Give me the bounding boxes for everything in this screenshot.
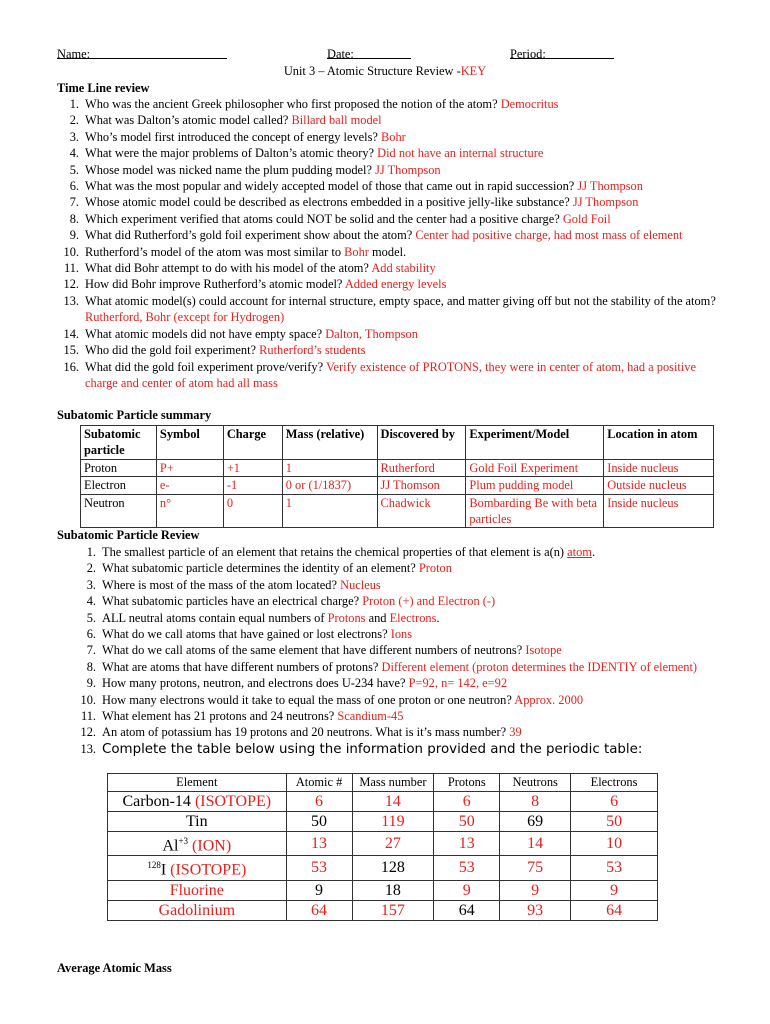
answer-text: P=92, n= 142, e=92 [408,676,508,691]
question-number: 9. [69,228,79,243]
electrons-cell: 9 [571,880,658,900]
atomic-cell: 50 [286,812,352,832]
question-item [86,626,722,642]
question-text: What did Bohr attempt to do with his model of the atom? [85,261,369,276]
protons-cell: 6 [434,792,500,812]
column-header: Protons [434,774,500,792]
question-number: 9. [86,676,96,691]
question-item [86,577,722,593]
answer-text: Approx. 2000 [514,692,584,707]
question-item [69,211,721,227]
answer-text: Different element (proton determines the IDENTIY of element) [381,659,698,674]
average-atomic-mass-heading: Average Atomic Mass [57,961,172,975]
table-cell: Plum pudding model [466,477,604,494]
question-text-mid: and [368,610,387,625]
timeline-heading: Time Line review [57,81,150,95]
answer-text: Rutherford, Bohr (except for Hydrogen) [85,310,285,325]
table-cell: Inside nucleus [604,494,714,528]
question-number: 7. [69,195,79,210]
element-note: (ISOTOPE) [166,861,247,879]
question-number: 14. [63,326,79,341]
atomic-cell: 53 [286,856,352,880]
table-cell: Rutherford [377,459,466,476]
table-row [108,880,658,900]
atomic-cell: 6 [286,792,352,812]
table-row [108,812,658,832]
question-number: 6. [69,179,79,194]
question-number: 1. [69,97,79,111]
question-text: What was Dalton’s atomic model called? [85,113,289,128]
element-name: Tin [185,813,208,830]
question-text: Where is most of the mass of the atom located? [102,577,338,592]
question-text: What are atoms that have different numbers of protons? [102,659,379,674]
question-item [80,692,722,708]
column-header: Atomic # [286,774,352,792]
question-text: What atomic model(s) could account for internal structure, empty space, and matter giving off but not the stability of the atom? [85,293,716,308]
answer-text: atom [567,545,592,559]
table-cell: Proton [81,459,157,476]
column-header: Mass (relative) [282,426,377,460]
question-text: Complete the table below using the information provided and the periodic table: [102,741,643,757]
element-cell [108,812,287,832]
question-number: 1. [86,545,96,559]
answer-text: Center had positive charge, had most mass of element [415,228,683,243]
answer-text: Billard ball model [291,113,382,128]
question-number: 11. [80,709,96,724]
atomic-cell: 13 [286,832,352,856]
electrons-cell: 6 [571,792,658,812]
neutrons-cell: 8 [500,792,571,812]
column-header: Location in atom [604,426,714,460]
answer-text: Democritus [500,97,559,111]
protons-cell: 13 [434,832,500,856]
table-cell: Inside nucleus [604,459,714,476]
neutrons-cell: 75 [500,856,571,880]
element-cell [108,900,287,920]
question-text: How many protons, neutron, and electrons does U-234 have? [102,676,406,691]
column-header: Mass number [352,774,434,792]
table-cell: e- [156,477,223,494]
question-number: 13. [63,293,79,308]
question-text: What did the gold foil experiment prove/verify? [85,359,324,374]
neutrons-cell: 14 [500,832,571,856]
table-cell: Outside nucleus [604,477,714,494]
answer-text: Bohr [381,129,406,144]
answer-text: Dalton, Thompson [325,326,418,341]
mass-cell: 14 [352,792,434,812]
question-number: 12. [80,725,96,740]
protons-cell: 64 [434,900,500,920]
question-number: 13. [80,741,96,756]
element-note: (ION) [188,837,232,855]
question-item [63,276,721,292]
answer-text: Add stability [371,261,436,276]
answer-text: Did not have an internal structure [377,146,544,161]
particle-review-heading: Subatomic Particle Review [57,528,200,542]
question-text: What were the major problems of Dalton’s atomic theory? [85,146,375,161]
table-row [81,494,714,528]
question-item [69,112,721,128]
neutrons-cell: 69 [500,812,571,832]
question-text: Who’s model first introduced the concept of energy levels? [85,129,378,144]
protons-cell: 50 [434,812,500,832]
question-number: 12. [63,277,79,292]
answer-text: Bohr [344,244,369,259]
mass-cell: 128 [352,856,434,880]
question-text: What atomic models did not have empty space? [85,326,323,341]
timeline-question-list [63,96,721,391]
question-item [63,342,721,358]
question-number: 15. [63,343,79,358]
question-text: What was the most popular and widely accepted model of those that came out in rapid succession? [85,179,575,194]
subatomic-particle-table [80,425,714,528]
answer-text: Added energy levels [344,277,447,292]
answer-text: JJ Thompson [572,195,639,210]
mass-cell: 119 [352,812,434,832]
question-item [80,741,722,758]
question-item [86,544,722,560]
question-item [86,610,722,626]
answer-text: Nucleus [340,577,381,592]
question-number: 6. [86,627,96,642]
table-row [108,856,658,880]
question-number: 10. [63,244,79,259]
question-item [63,293,721,326]
question-number: 7. [86,643,96,658]
question-item [86,593,722,609]
question-text: How did Bohr improve Rutherford’s atomic model? [85,277,343,292]
column-header: Symbol [156,426,223,460]
table-cell: Gold Foil Experiment [466,459,604,476]
question-number: 5. [69,162,79,177]
electrons-cell: 64 [571,900,658,920]
answer-text: 39 [509,725,522,740]
question-item [86,560,722,576]
mass-superscript: 128 [147,860,161,871]
table-cell: 1 [282,459,377,476]
protons-cell: 53 [434,856,500,880]
table-cell: JJ Thomson [377,477,466,494]
question-text: The smallest particle of an element that retains the chemical properties of that element is a(n) [102,545,565,559]
question-text: Which experiment verified that atoms could NOT be solid and the center had a positive charge? [85,211,560,226]
element-cell [108,880,287,900]
answer-text: JJ Thompson [577,179,643,194]
question-text: Whose atomic model could be described as electrons embedded in a positive jelly-like substance? [85,195,570,210]
element-name: Al [162,837,179,855]
element-cell [108,832,287,856]
element-table [107,773,658,921]
column-header: Discovered by [377,426,466,460]
answer-text: Isotope [525,643,562,658]
atomic-cell: 9 [286,880,352,900]
table-cell: Electron [81,477,157,494]
question-number: 2. [86,561,96,576]
question-number: 5. [86,610,96,625]
question-item [63,260,721,276]
charge-superscript: +3 [178,836,189,846]
question-item [69,145,721,161]
electrons-cell: 53 [571,856,658,880]
question-text: What do we call atoms that have gained or lost electrons? [102,627,388,642]
table-row [108,832,658,856]
table-cell: +1 [223,459,282,476]
answer-text: Protons [327,610,366,625]
question-text: Rutherford’s model of the atom was most similar to [85,244,342,259]
question-text: An atom of potassium has 19 protons and 20 neutrons. What is it’s mass number? [102,725,507,740]
question-number: 16. [63,359,79,374]
electrons-cell: 10 [571,832,658,856]
table-cell: Bombarding Be with beta particles [466,494,604,528]
question-item [63,244,721,260]
question-item [69,96,721,112]
table-cell: 1 [282,494,377,528]
table-row [108,900,658,920]
question-text: What subatomic particles have an electrical charge? [102,594,360,609]
answer-text: Proton [418,561,452,576]
column-header: Neutrons [500,774,571,792]
question-text: What element has 21 protons and 24 neutrons? [102,709,335,724]
mass-cell: 27 [352,832,434,856]
element-name: Fluorine [169,881,224,899]
question-item [69,227,721,243]
mass-cell: 18 [352,880,434,900]
table-row [81,459,714,476]
question-number: 4. [69,146,79,161]
table-cell: Neutron [81,494,157,528]
question-number: 4. [86,594,96,609]
question-item [69,129,721,145]
question-item [63,326,721,342]
column-header: Electrons [571,774,658,792]
electrons-cell: 50 [571,812,658,832]
question-item [80,708,722,724]
answer-text: Ions [390,627,413,642]
table-row [81,477,714,494]
header-row: Name: Date: Period: [57,47,677,63]
question-text-after: . [591,545,596,559]
table-row [108,792,658,812]
page-title: Unit 3 – Atomic Structure Review -KEY [283,64,487,78]
question-item [63,359,721,392]
answer-text-2: Electrons [389,610,437,625]
question-number: 11. [63,261,79,276]
question-number: 3. [86,577,96,592]
question-text: ALL neutral atoms contain equal numbers of [102,610,325,625]
question-item [69,194,721,210]
question-text: Whose model was nicked name the plum pudding model? [85,162,372,177]
question-item [80,724,722,740]
table-cell: n° [156,494,223,528]
question-item [69,162,721,178]
answer-text: Gold Foil [562,211,611,226]
question-number: 10. [80,692,96,707]
atomic-cell: 64 [286,900,352,920]
element-cell [108,792,287,812]
table-cell: Chadwick [377,494,466,528]
column-header: Subatomic particle [81,426,157,460]
question-number: 8. [86,659,96,674]
answer-text: JJ Thompson [375,162,441,177]
question-number: 3. [69,129,79,144]
column-header: Element [108,774,287,792]
question-text: Who was the ancient Greek philosopher who first proposed the notion of the atom? [85,97,498,111]
question-item [86,659,722,675]
protons-cell: 9 [434,880,500,900]
question-item [86,675,722,691]
question-text: What subatomic particle determines the identity of an element? [102,561,416,576]
answer-text: Proton (+) and Electron (-) [362,594,496,609]
answer-text: Scandium-45 [337,709,404,724]
question-text: Who did the gold foil experiment? [85,343,257,358]
question-item [69,178,721,194]
element-name: Carbon-14 [122,793,195,810]
question-text-after: model. [372,244,407,259]
neutrons-cell: 9 [500,880,571,900]
element-name: I [160,861,167,879]
question-text-after: . [436,610,440,625]
review-question-list [80,544,722,758]
table-cell: 0 [223,494,282,528]
question-item [86,642,722,658]
table-cell: -1 [223,477,282,494]
question-number: 8. [69,211,79,226]
question-text: How many electrons would it take to equal the mass of one proton or one neutron? [102,692,512,707]
question-text: What did Rutherford’s gold foil experiment show about the atom? [85,228,413,243]
table-cell: P+ [156,459,223,476]
answer-text: Verify existence of PROTONS, they were in center of atom, had a positive charge and center of atom had all mass [85,359,696,390]
neutrons-cell: 93 [500,900,571,920]
particle-summary-heading: Subatomic Particle summary [57,408,212,422]
element-cell [108,856,287,880]
element-name: Gadolinium [158,901,236,919]
question-text: What do we call atoms of the same element that have different numbers of neutrons? [102,643,523,658]
mass-cell: 157 [352,900,434,920]
table-cell: 0 or (1/1837) [282,477,377,494]
column-header: Charge [223,426,282,460]
element-note: (ISOTOPE) [194,793,272,810]
column-header: Experiment/Model [466,426,604,460]
question-number: 2. [69,113,79,128]
answer-text: Rutherford’s students [259,343,366,358]
